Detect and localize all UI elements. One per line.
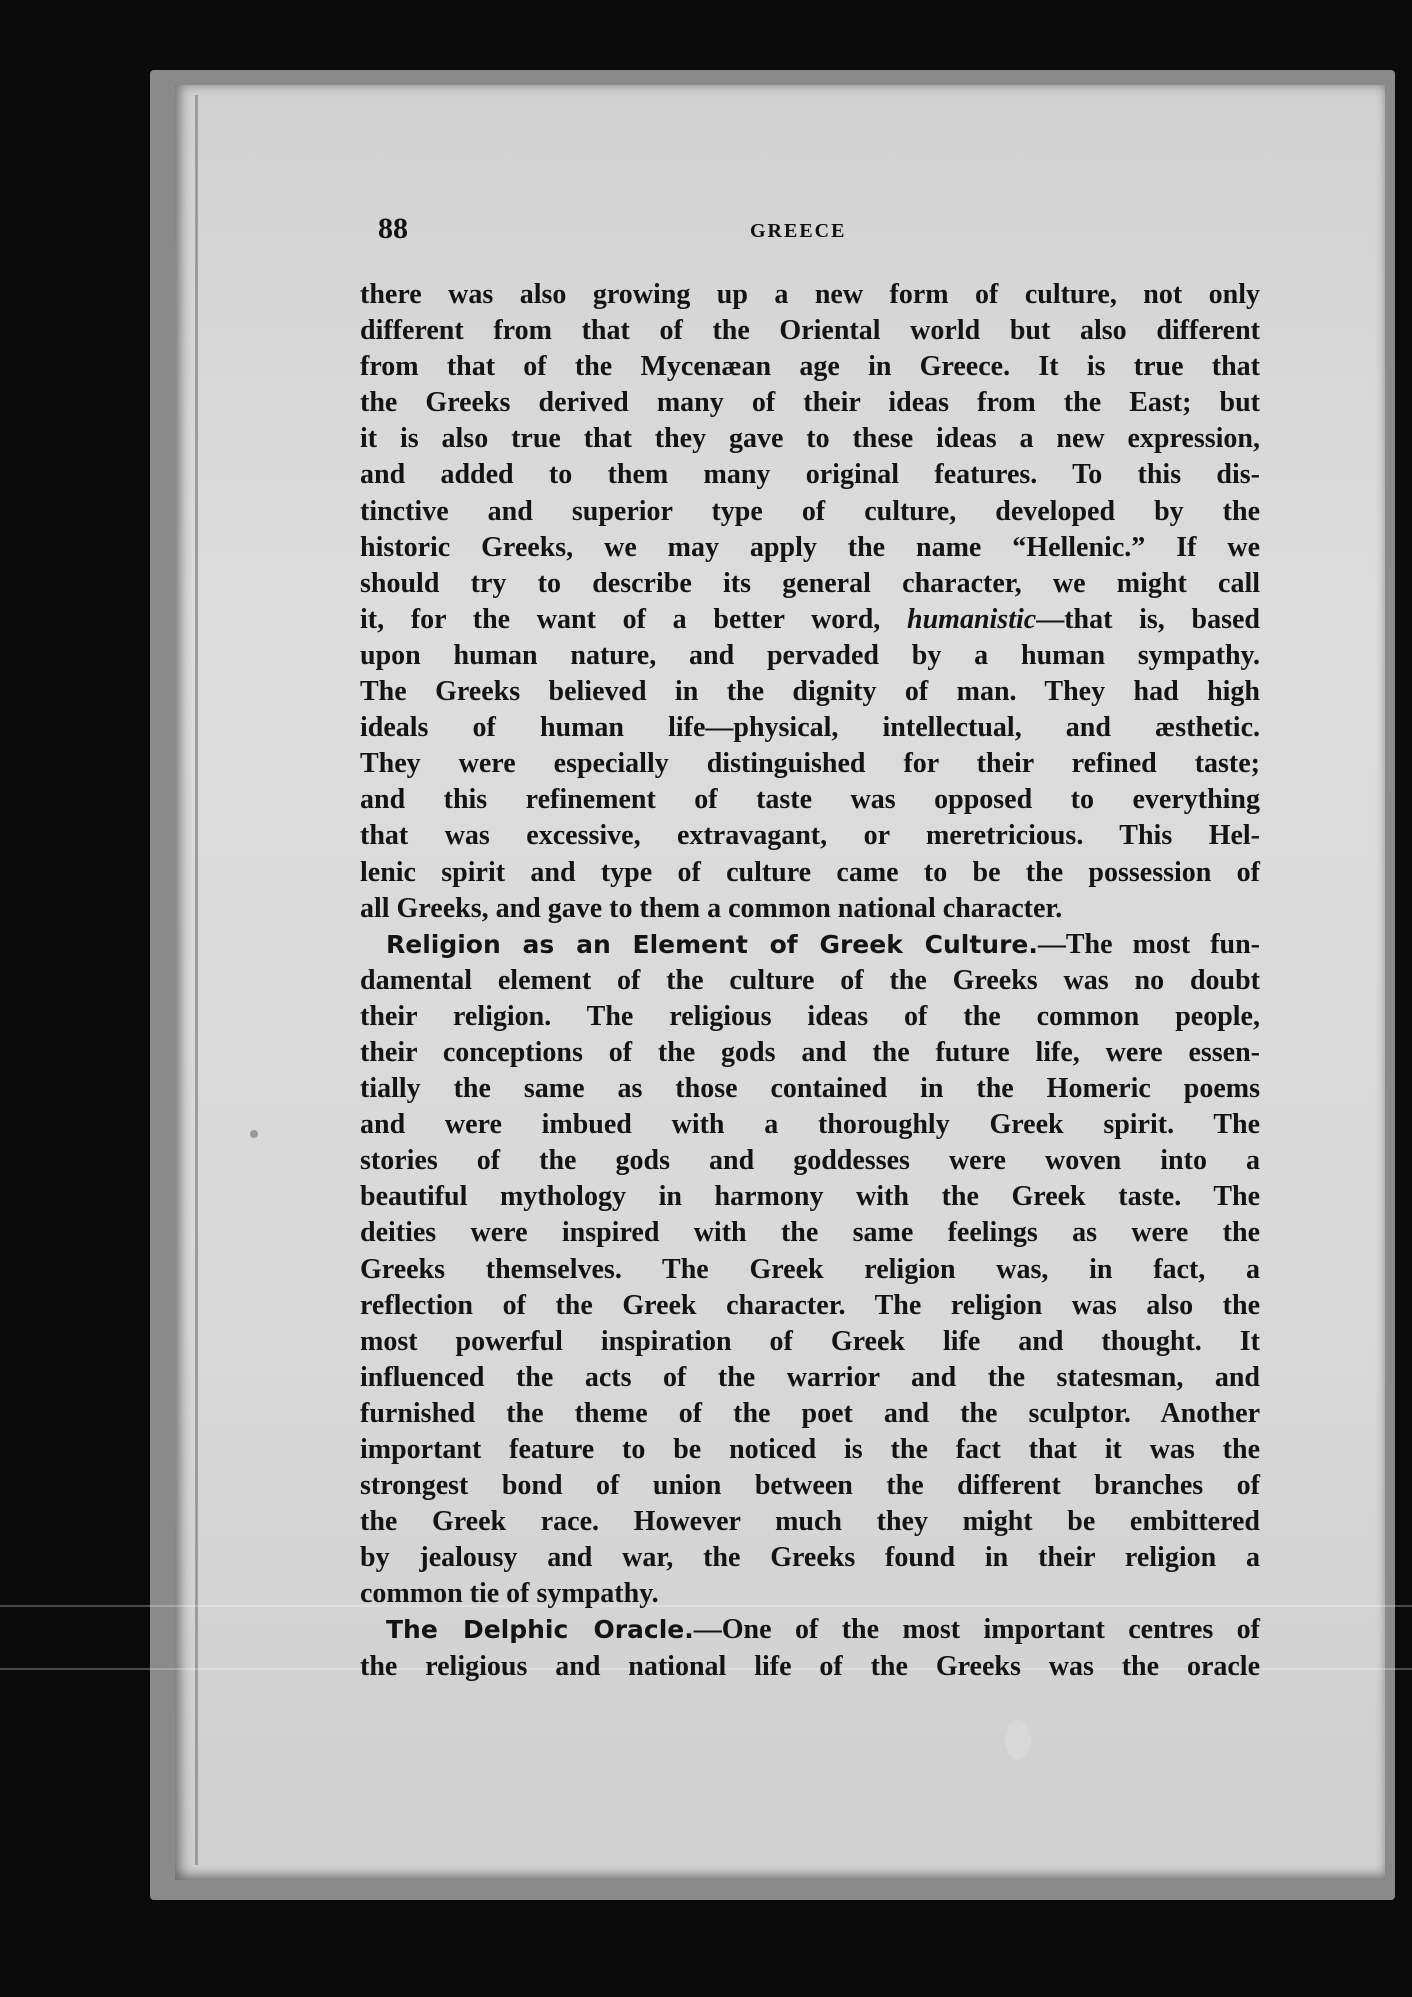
text-line: influenced the acts of the warrior and the statesman, and <box>360 1361 1260 1393</box>
text-line <box>360 602 1260 638</box>
text-line: should try to describe its general character, we might call <box>360 567 1260 599</box>
page-gutter-line <box>195 95 198 1865</box>
text-line: Greeks themselves. The Greek religion was, in fact, a <box>360 1253 1260 1285</box>
text-run: —One of the most important centres of <box>693 1614 1260 1646</box>
section-heading-line <box>360 927 1260 963</box>
text-line: the religious and national life of the Greeks was the oracle <box>360 1650 1260 1682</box>
text-line: and added to them many original features. To this dis- <box>360 459 1260 491</box>
text-run: it, for the want of a better word, <box>360 603 908 635</box>
text-line: there was also growing up a new form of culture, not only <box>360 279 1260 310</box>
text-line: common tie of sympathy. <box>360 1578 659 1610</box>
body-text <box>360 277 1260 1685</box>
text-line: and this refinement of taste was opposed to everything <box>360 784 1260 816</box>
paper-speck <box>1005 1720 1031 1760</box>
text-line: furnished the theme of the poet and the sculptor. Another <box>360 1397 1260 1429</box>
text-line: historic Greeks, we may apply the name “Hellenic.” If we <box>360 531 1260 563</box>
text-line: different from that of the Oriental world but also different <box>360 315 1260 347</box>
text-run: —that is, based <box>1036 603 1260 635</box>
italic-term: humanistic <box>907 603 1037 635</box>
text-line: the Greek race. However much they might be embittered <box>360 1506 1260 1538</box>
text-line: strongest bond of union between the different branches of <box>360 1470 1260 1502</box>
paper-speck <box>250 1130 258 1138</box>
text-line: damental element of the culture of the Greeks was no doubt <box>360 964 1260 996</box>
text-line: The Greeks believed in the dignity of man. They had high <box>360 676 1260 708</box>
text-line: tially the same as those contained in the Homeric poems <box>360 1073 1260 1105</box>
text-line: their conceptions of the gods and the future life, were essen- <box>360 1036 1260 1068</box>
text-line: lenic spirit and type of culture came to be the possession of <box>360 856 1260 888</box>
text-line: from that of the Mycenæan age in Greece. It is true that <box>360 351 1260 383</box>
text-line: beautiful mythology in harmony with the Greek taste. The <box>360 1181 1260 1213</box>
section-heading-line <box>360 1612 1260 1648</box>
page-number: 88 <box>378 212 408 245</box>
text-line: the Greeks derived many of their ideas from the East; but <box>360 387 1260 419</box>
running-head <box>378 212 1248 252</box>
section-heading: The Delphic Oracle. <box>386 1615 694 1645</box>
text-line: ideals of human life—physical, intellectual, and æsthetic. <box>360 712 1260 744</box>
text-line: by jealousy and war, the Greeks found in their religion a <box>360 1542 1260 1574</box>
text-line: all Greeks, and gave to them a common national character. <box>360 892 1063 924</box>
text-line: it is also true that they gave to these ideas a new expression, <box>360 423 1260 455</box>
text-run: —The most fun- <box>1037 928 1261 960</box>
text-line: their religion. The religious ideas of the common people, <box>360 1000 1260 1032</box>
text-line: most powerful inspiration of Greek life and thought. It <box>360 1325 1260 1357</box>
text-line: and were imbued with a thoroughly Greek spirit. The <box>360 1109 1260 1141</box>
text-line: that was excessive, extravagant, or meretricious. This Hel- <box>360 820 1260 852</box>
text-line: They were especially distinguished for their refined taste; <box>360 748 1260 780</box>
text-line: stories of the gods and goddesses were woven into a <box>360 1145 1260 1177</box>
text-line: upon human nature, and pervaded by a human sympathy. <box>360 639 1260 671</box>
text-line: important feature to be noticed is the fact that it was the <box>360 1434 1260 1465</box>
text-line: reflection of the Greek character. The religion was also the <box>360 1289 1260 1321</box>
text-line: tinctive and superior type of culture, developed by the <box>360 495 1260 527</box>
text-line: deities were inspired with the same feelings as were the <box>360 1217 1260 1249</box>
section-heading: Religion as an Element of Greek Culture. <box>386 929 1038 959</box>
running-title: GREECE <box>750 220 847 242</box>
